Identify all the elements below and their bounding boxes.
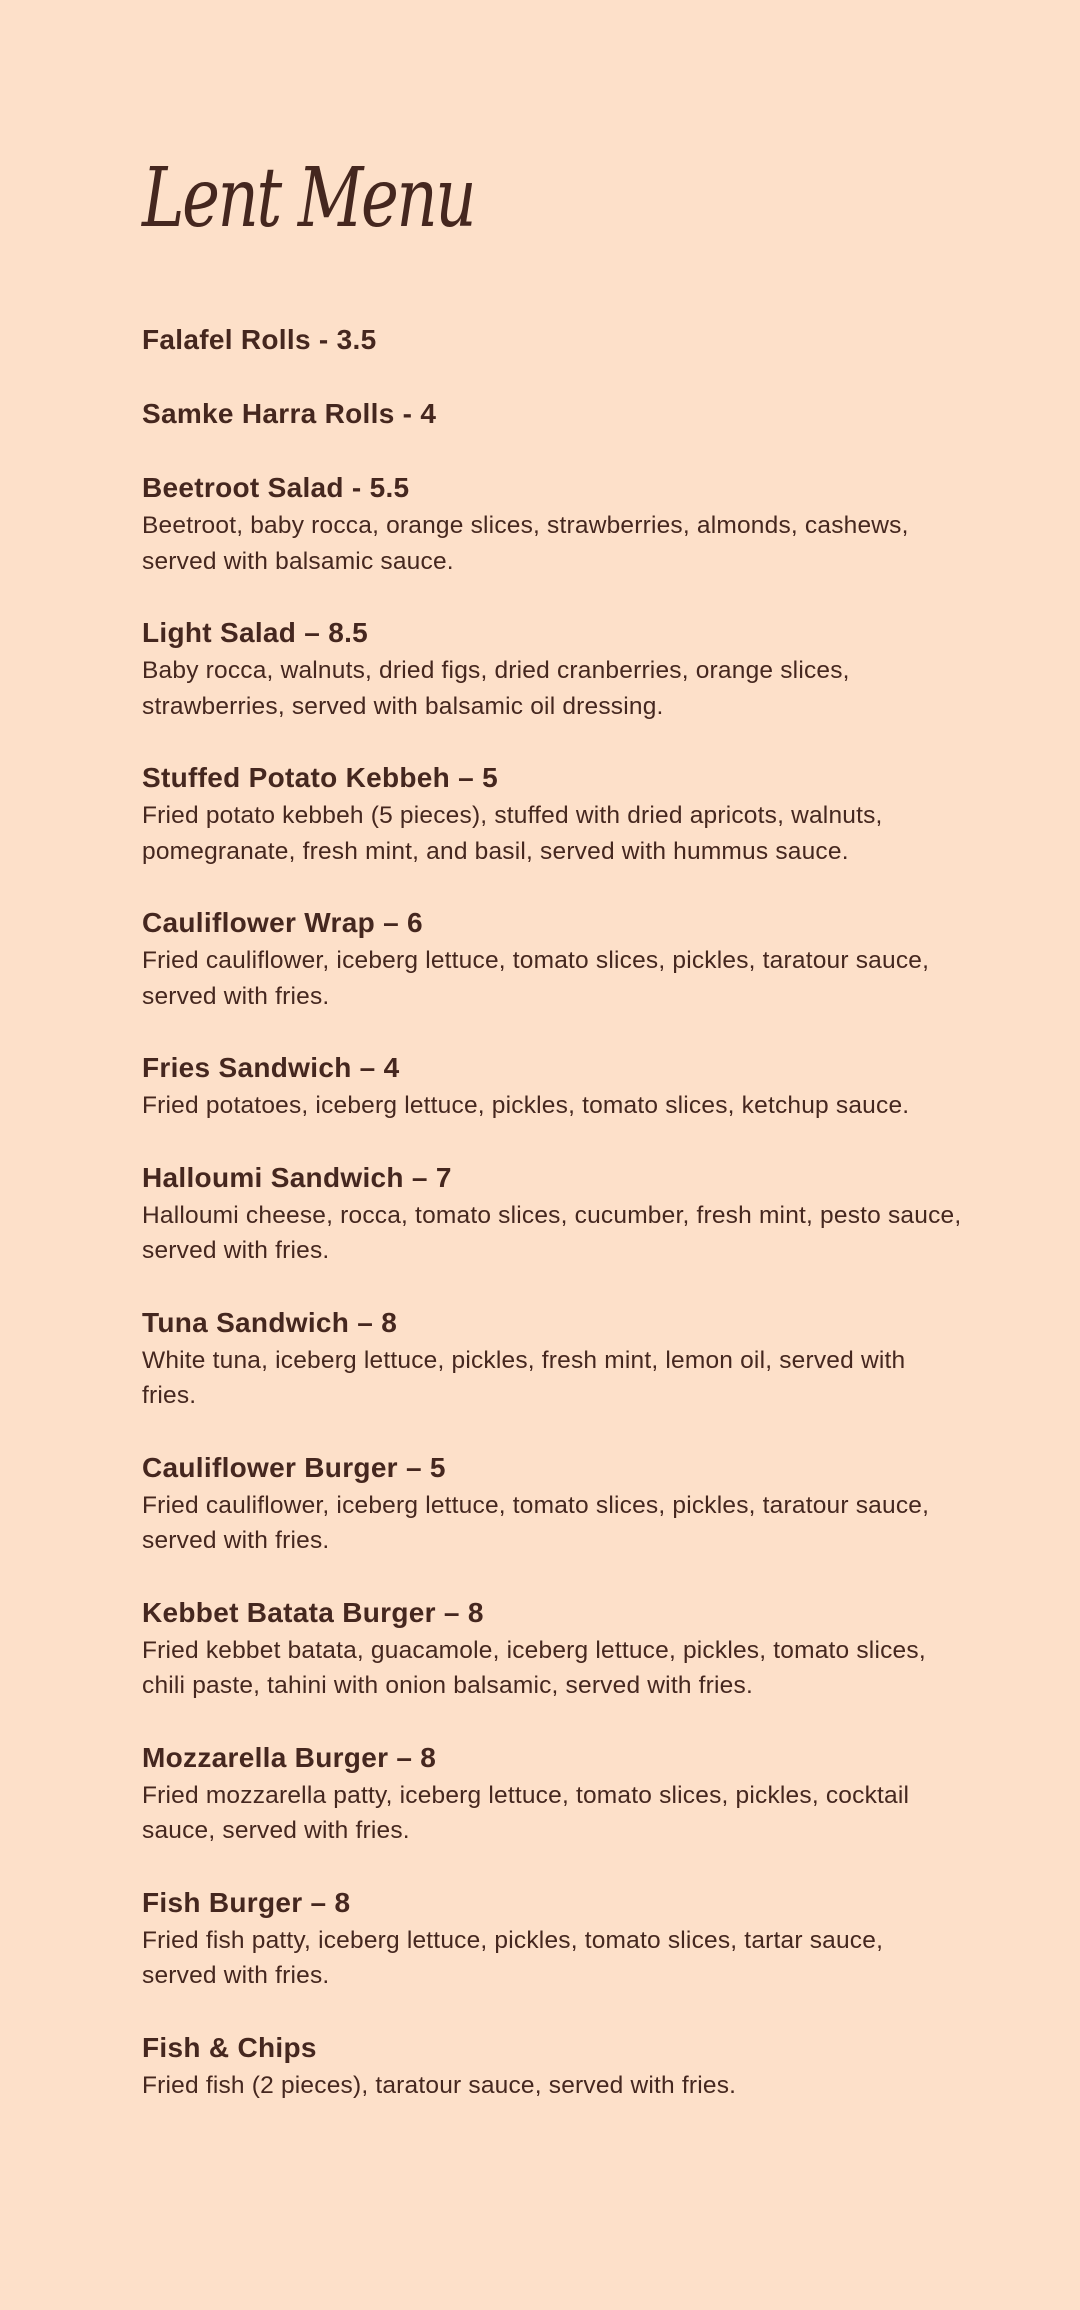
menu-item-title: Kebbet Batata Burger – 8: [142, 1596, 484, 1628]
menu-item-title: Cauliflower Burger – 5: [142, 1451, 446, 1483]
menu-item-title: Cauliflower Wrap – 6: [142, 907, 423, 938]
menu-item-description: Fried kebbet batata, guacamole, iceberg lettuce, pickles, tomato slices, chili paste, tahini with onion balsamic, served with fries.: [142, 1636, 926, 1699]
menu-item-description: White tuna, iceberg lettuce, pickles, fresh mint, lemon oil, served with fries.: [142, 1346, 906, 1409]
menu-item-description: Fried cauliflower, iceberg lettuce, tomato slices, pickles, taratour sauce, served with fries.: [142, 947, 930, 1010]
menu-item-description: Baby rocca, walnuts, dried figs, dried cranberries, orange slices, strawberries, served with balsamic oil dressing.: [142, 657, 850, 720]
menu-item-fish-and-chips: [142, 2028, 962, 2104]
menu-item-title: Falafel Rolls - 3.5: [142, 324, 377, 355]
menu-item-fries-sandwich: [142, 1048, 962, 1124]
menu-item-description: Halloumi cheese, rocca, tomato slices, cucumber, fresh mint, pesto sauce, served with fries.: [142, 1201, 962, 1264]
menu-title: Lent Menu: [142, 151, 475, 246]
menu-item-falafel-rolls: [142, 320, 962, 360]
menu-item-title: Samke Harra Rolls - 4: [142, 398, 437, 429]
menu-item-description: Fried cauliflower, iceberg lettuce, tomato slices, pickles, taratour sauce, served with fries.: [142, 1491, 930, 1554]
menu-item-title: Mozzarella Burger – 8: [142, 1741, 437, 1773]
menu-item-stuffed-potato-kebbeh: [142, 758, 962, 869]
menu-item-beetroot-salad: [142, 468, 962, 579]
menu-item-title: Fish Burger – 8: [142, 1886, 351, 1918]
menu-item-title: Stuffed Potato Kebbeh – 5: [142, 762, 498, 793]
menu-item-light-salad: [142, 613, 962, 724]
menu-item-fish-burger: [142, 1883, 962, 1994]
menu-item-description: Fried fish (2 pieces), taratour sauce, served with fries.: [142, 2071, 737, 2099]
menu-item-kebbet-batata-burger: [142, 1593, 962, 1704]
menu-item-cauliflower-wrap: [142, 903, 962, 1014]
menu-item-description: Beetroot, baby rocca, orange slices, strawberries, almonds, cashews, served with balsamic sauce.: [142, 512, 909, 575]
menu-item-cauliflower-burger: [142, 1448, 962, 1559]
menu-item-mozzarella-burger: [142, 1738, 962, 1849]
menu-list: [142, 320, 962, 2137]
menu-item-title: Fish & Chips: [142, 2031, 317, 2063]
menu-item-samke-harra-rolls: [142, 394, 962, 434]
menu-item-description: Fried mozzarella patty, iceberg lettuce, tomato slices, pickles, cocktail sauce, served with fries.: [142, 1781, 910, 1844]
menu-item-title: Halloumi Sandwich – 7: [142, 1161, 452, 1193]
menu-item-title: Beetroot Salad - 5.5: [142, 472, 410, 503]
menu-item-halloumi-sandwich: [142, 1158, 962, 1269]
menu-item-title: Fries Sandwich – 4: [142, 1052, 400, 1083]
menu-item-title: Tuna Sandwich – 8: [142, 1306, 398, 1338]
menu-item-description: Fried fish patty, iceberg lettuce, pickles, tomato slices, tartar sauce, served with fries.: [142, 1926, 884, 1989]
menu-item-tuna-sandwich: [142, 1303, 962, 1414]
menu-item-description: Fried potato kebbeh (5 pieces), stuffed with dried apricots, walnuts, pomegranate, fresh mint, and basil, served with hummus sauce.: [142, 802, 883, 865]
menu-item-title: Light Salad – 8.5: [142, 617, 369, 648]
menu-item-description: Fried potatoes, iceberg lettuce, pickles, tomato slices, ketchup sauce.: [142, 1092, 910, 1119]
